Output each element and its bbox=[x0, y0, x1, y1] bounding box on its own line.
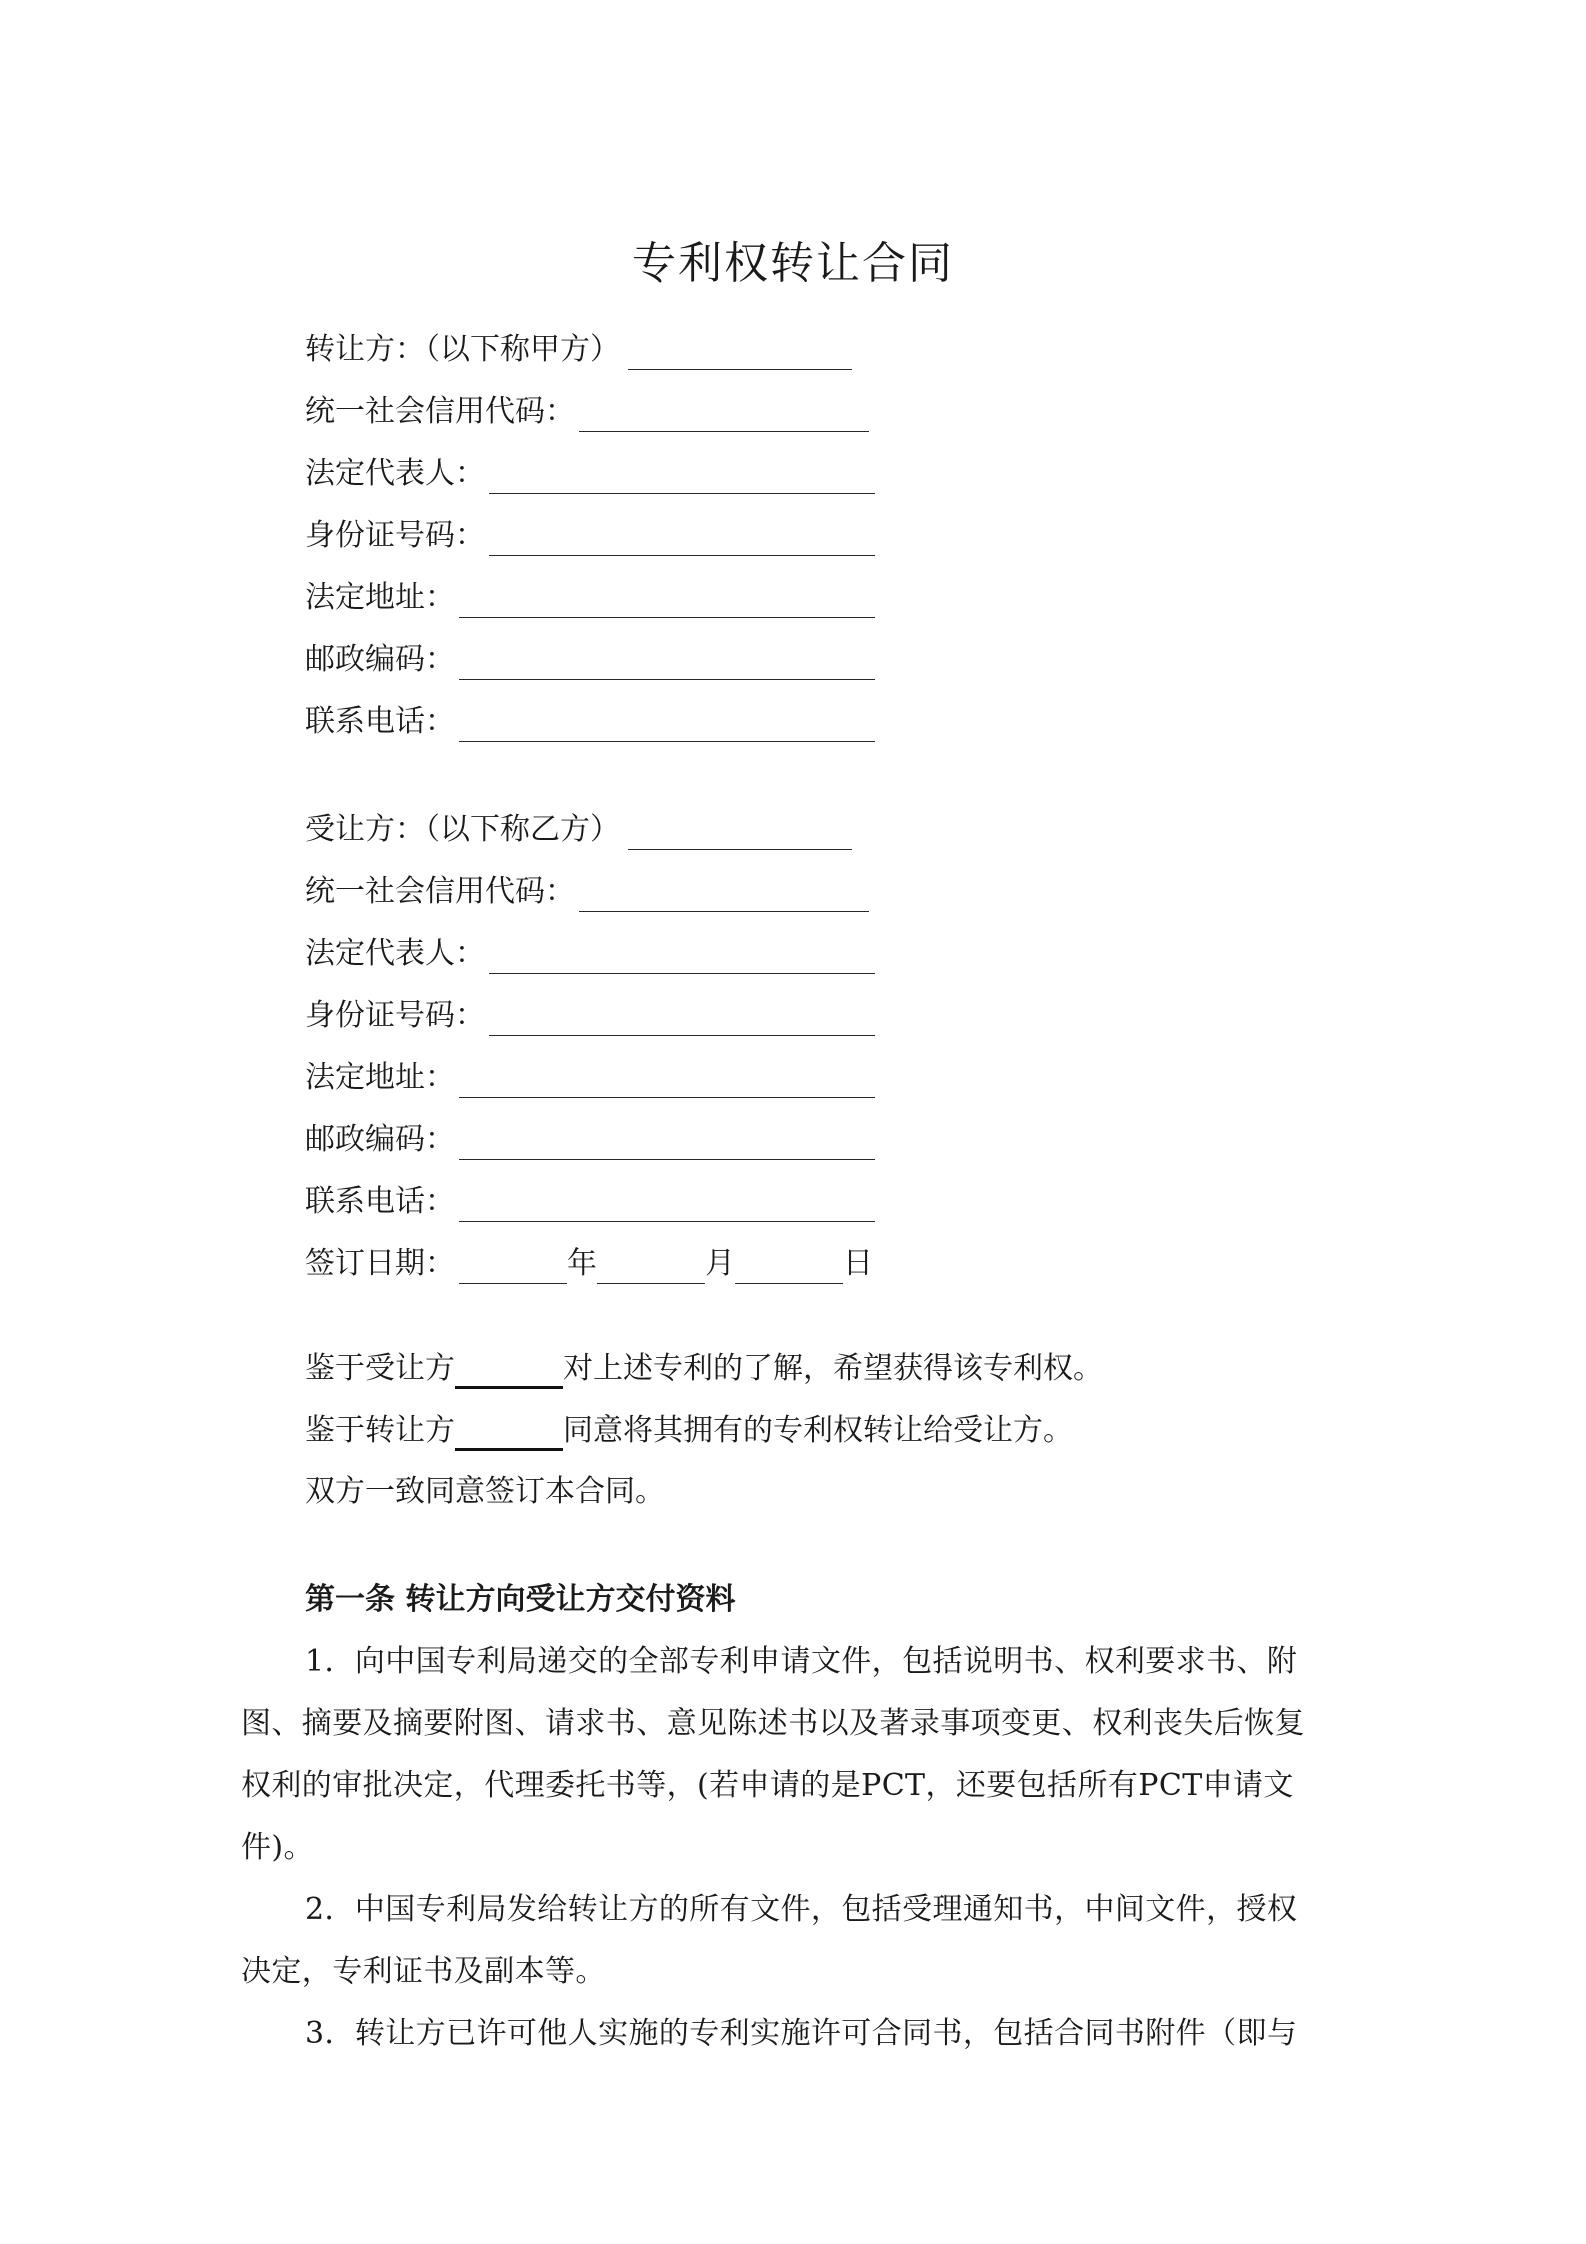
preamble-line-2 bbox=[305, 1410, 1073, 1451]
party-b-id-number-label: 身份证号码： bbox=[305, 998, 485, 1033]
party-a-name-row bbox=[305, 320, 852, 370]
party-b-name-blank[interactable] bbox=[628, 811, 852, 850]
party-a-id-number-blank[interactable] bbox=[489, 517, 875, 556]
party-a-name-label: 转让方：（以下称甲方） bbox=[305, 332, 620, 367]
party-a-postcode-blank[interactable] bbox=[459, 641, 875, 680]
party-a-legal-rep-row bbox=[305, 444, 875, 494]
preamble-line-1 bbox=[305, 1348, 1103, 1389]
party-b-postcode-row bbox=[305, 1110, 875, 1160]
party-a-name-blank[interactable] bbox=[628, 331, 852, 370]
party-b-address-label: 法定地址： bbox=[305, 1060, 455, 1095]
article-1-line-7: 3．转让方已许可他人实施的专利实施许可合同书，包括合同书附件（即与 bbox=[305, 2016, 1298, 2051]
article-1-line-1: 1．向中国专利局递交的全部专利申请文件，包括说明书、权利要求书、附 bbox=[305, 1644, 1298, 1679]
party-b-name-label: 受让方：（以下称乙方） bbox=[305, 812, 620, 847]
party-a-postcode-row bbox=[305, 630, 875, 680]
party-b-phone-label: 联系电话： bbox=[305, 1184, 455, 1219]
party-b-credit-code-blank[interactable] bbox=[579, 873, 869, 912]
party-b-postcode-label: 邮政编码： bbox=[305, 1122, 455, 1157]
article-1-line-5: 2．中国专利局发给转让方的所有文件，包括受理通知书，中间文件，授权 bbox=[305, 1892, 1298, 1927]
preamble-line-2-suffix: 同意将其拥有的专利权转让给受让方。 bbox=[563, 1413, 1073, 1448]
preamble-line-1-prefix: 鉴于受让方 bbox=[305, 1351, 455, 1386]
party-a-postcode-label: 邮政编码： bbox=[305, 642, 455, 677]
document-title: 专利权转让合同 bbox=[632, 238, 954, 289]
sign-month-blank[interactable] bbox=[597, 1245, 705, 1284]
party-a-phone-label: 联系电话： bbox=[305, 704, 455, 739]
article-1-line-6: 决定，专利证书及副本等。 bbox=[241, 1954, 606, 1989]
party-b-address-blank[interactable] bbox=[459, 1059, 875, 1098]
preamble-line-3 bbox=[305, 1472, 665, 1512]
party-a-address-row bbox=[305, 568, 875, 618]
sign-date-label: 签订日期： bbox=[305, 1246, 455, 1281]
sign-day-blank[interactable] bbox=[735, 1245, 843, 1284]
article-1-line-4: 件)。 bbox=[241, 1830, 314, 1865]
sign-year-label: 年 bbox=[567, 1246, 597, 1281]
party-b-postcode-blank[interactable] bbox=[459, 1121, 875, 1160]
article-1-heading: 第一条 转让方向受让方交付资料 bbox=[305, 1582, 736, 1617]
party-a-legal-rep-label: 法定代表人： bbox=[305, 456, 485, 491]
party-b-legal-rep-row bbox=[305, 924, 875, 974]
preamble-assignor-blank[interactable] bbox=[455, 1410, 563, 1451]
party-a-phone-row bbox=[305, 692, 875, 742]
preamble-assignee-blank[interactable] bbox=[455, 1348, 563, 1389]
party-a-address-label: 法定地址： bbox=[305, 580, 455, 615]
article-1-line-3: 权利的审批决定，代理委托书等，(若申请的是PCT，还要包括所有PCT申请文 bbox=[241, 1768, 1294, 1803]
party-b-phone-blank[interactable] bbox=[459, 1183, 875, 1222]
party-b-name-row bbox=[305, 800, 852, 850]
party-a-id-number-row bbox=[305, 506, 875, 556]
party-b-id-number-blank[interactable] bbox=[489, 997, 875, 1036]
sign-year-blank[interactable] bbox=[459, 1245, 567, 1284]
sign-month-label: 月 bbox=[705, 1246, 735, 1281]
party-a-credit-code-blank[interactable] bbox=[579, 393, 869, 432]
party-b-legal-rep-blank[interactable] bbox=[489, 935, 875, 974]
party-a-credit-code-label: 统一社会信用代码： bbox=[305, 394, 575, 429]
party-b-legal-rep-label: 法定代表人： bbox=[305, 936, 485, 971]
party-a-address-blank[interactable] bbox=[459, 579, 875, 618]
party-b-phone-row bbox=[305, 1172, 875, 1222]
sign-date-row bbox=[305, 1234, 873, 1284]
party-b-id-number-row bbox=[305, 986, 875, 1036]
preamble-line-3-text: 双方一致同意签订本合同。 bbox=[305, 1474, 665, 1509]
party-a-id-number-label: 身份证号码： bbox=[305, 518, 485, 553]
article-1-line-2: 图、摘要及摘要附图、请求书、意见陈述书以及著录事项变更、权利丧失后恢复 bbox=[241, 1706, 1305, 1741]
party-a-phone-blank[interactable] bbox=[459, 703, 875, 742]
party-b-credit-code-label: 统一社会信用代码： bbox=[305, 874, 575, 909]
party-b-credit-code-row bbox=[305, 862, 869, 912]
preamble-line-2-prefix: 鉴于转让方 bbox=[305, 1413, 455, 1448]
sign-day-label: 日 bbox=[843, 1246, 873, 1281]
preamble-line-1-suffix: 对上述专利的了解，希望获得该专利权。 bbox=[563, 1351, 1103, 1386]
party-b-address-row bbox=[305, 1048, 875, 1098]
party-a-legal-rep-blank[interactable] bbox=[489, 455, 875, 494]
party-a-credit-code-row bbox=[305, 382, 869, 432]
